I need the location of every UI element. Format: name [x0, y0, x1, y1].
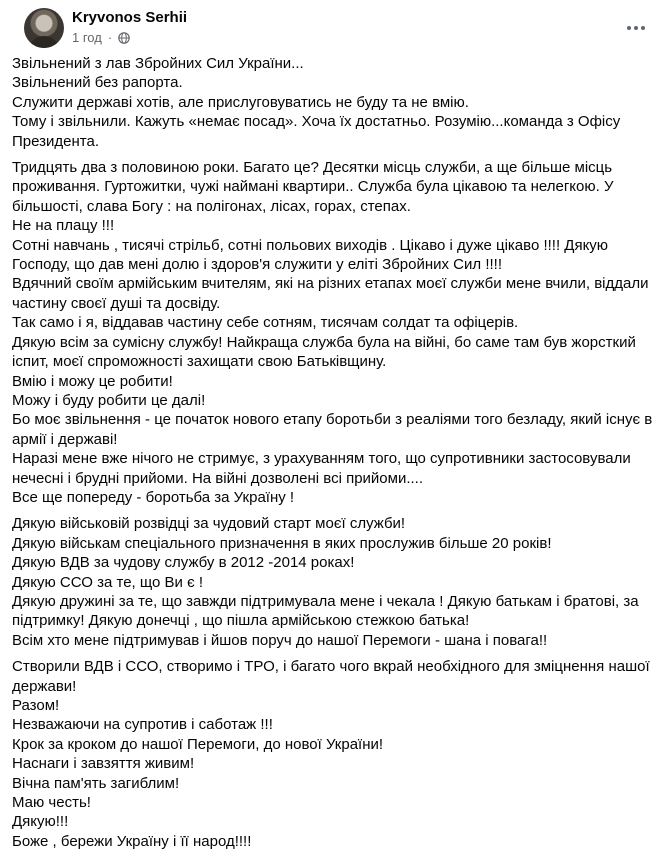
post-text-line: Тому і звільнили. Кажуть «немає посад». Хоча їх достатньо. Розумію...команда з Офісу Президента.: [12, 113, 621, 150]
post-text-line: Дякую ВДВ за чудову службу в 2012 -2014 роках!: [12, 554, 355, 572]
post-text-line: Боже , бережи Україну і її народ!!!!: [12, 832, 252, 850]
globe-icon[interactable]: [118, 32, 130, 44]
post-paragraph: [12, 657, 658, 851]
post-text-line: Все ще попереду - боротьба за Україну !: [12, 488, 295, 506]
post-body: [12, 54, 658, 858]
more-options-icon: [627, 26, 645, 30]
post-text-line: Бо моє звільнення - це початок нового етапу боротьби з реаліями того безладу, який існує в армії і державі!: [12, 411, 653, 448]
post-paragraph: [12, 514, 658, 650]
post-text-line: Дякую дружині за те, що завжди підтримувала мене і чекала ! Дякую батькам і братові, за підтримку! Дякую донечці , що пішла армійською стежкою батька!: [12, 592, 639, 630]
author-name[interactable]: Kryvonos Serhii: [72, 9, 188, 26]
post-text-line: Дякую ССО за те, що Ви є !: [12, 573, 204, 591]
post-text-line: Всім хто мене підтримував і йшов поруч до нашої Перемоги - шана і повага!!: [12, 631, 548, 649]
post-text-line: Служити державі хотів, але прислуговуватись не буду та не вмію.: [12, 93, 469, 111]
post-text-line: Створили ВДВ і ССО, створимо і ТРО, і багато чого вкрай необхідного для зміцнення нашої держави!: [12, 658, 650, 695]
post-paragraph: [12, 158, 658, 507]
post-text-line: Незважаючи на супротив і саботаж !!!: [12, 716, 273, 734]
post-text-line: Дякую військам спеціального призначення в яких прослужив більше 20 років!: [12, 534, 552, 552]
post-text-line: Так само і я, віддавав частину себе сотням, тисячам солдат та офіцерів.: [12, 314, 519, 332]
post-text-line: Тридцять два з половиною роки. Багато це? Десятки місць служби, а ще більше місць проживання. Гуртожитки, чужі наймані квартири.. Служба була цікавою та нелегкою. У більшості, слава Богу : на полігонах, лісах, горах, степах.: [12, 159, 614, 215]
post-text-line: Можу і буду робити це далі!: [12, 391, 206, 409]
post-header: [12, 0, 658, 56]
post-text-line: Маю честь!: [12, 794, 91, 812]
post-text-line: Крок за кроком до нашої Перемоги, до нової України!: [12, 735, 384, 753]
post-text-line: Звільнений без рапорта.: [12, 74, 183, 92]
post-time[interactable]: 1 год: [72, 30, 102, 45]
post-text-line: Дякую!!!: [12, 813, 69, 831]
post-text-line: Вдячний своїм армійським вчителям, які на різних етапах моєї служби мене вчили, віддали частину своєї душі та досвіду.: [12, 275, 649, 312]
post-text-line: Сотні навчань , тисячі стрільб, сотні польових виходів . Цікаво і дуже цікаво !!!! Дякую Господу, що дав мені долю і здоров'я служити у еліті Збройних Сил !!!!: [12, 236, 609, 274]
post-text-line: Разом!: [12, 697, 60, 714]
avatar[interactable]: [24, 8, 64, 48]
post-text-line: Наснаги і завзяття живим!: [12, 755, 195, 773]
more-options-button[interactable]: [620, 12, 652, 44]
post-text-line: Вічна пам'ять загиблим!: [12, 774, 180, 792]
post-text-line: Дякую всім за сумісну службу! Найкраща служба була на війні, бо саме там був жорсткий іспит, моєї спроможності захищати свою Батьківщину.: [12, 333, 636, 371]
post-meta: [72, 30, 130, 45]
post-text-line: Вмію і можу це робити!: [12, 372, 173, 390]
post-text-line: Звільнений з лав Збройних Сил України...: [12, 55, 304, 72]
post-paragraph: [12, 54, 658, 151]
post-text-line: Дякую військовій розвідці за чудовий старт моєї служби!: [12, 515, 406, 533]
post-text-line: Наразі мене вже нічого не стримує, з урахуванням того, що супротивники застосовували нечесні і брудні прийоми. На війні дозволені всі прийоми....: [12, 450, 631, 487]
meta-separator: ·: [107, 30, 113, 45]
post-text-line: Не на плацу !!!: [12, 217, 115, 235]
